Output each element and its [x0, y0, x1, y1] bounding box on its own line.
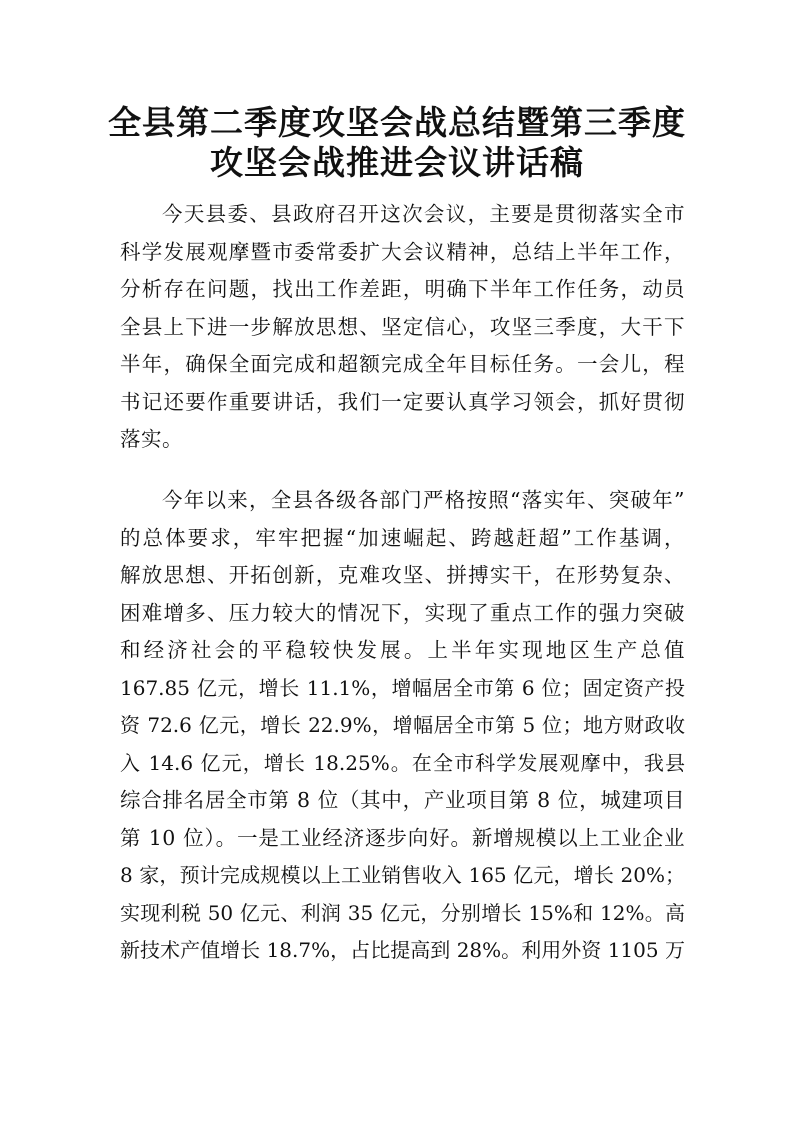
document-title-line-2: 攻坚会战推进会议讲话稿: [210, 143, 584, 182]
paragraph-line: 的总体要求，牢牢把握“加速崛起、跨越赶超”工作基调，: [120, 525, 685, 550]
paragraph-line: 今年以来，全县各级各部门严格按照“落实年、突破年”: [162, 488, 685, 512]
paragraph-line: 科学发展观摩暨市委常委扩大会议精神，总结上半年工作，: [120, 239, 685, 264]
paragraph-line: 分析存在问题，找出工作差距，明确下半年工作任务，动员: [120, 277, 685, 301]
paragraph-line: 书记还要作重要讲话，我们一定要认真学习领会，抓好贯彻: [120, 389, 685, 414]
paragraph-line: 全县上下进一步解放思想、坚定信心，攻坚三季度，大干下: [120, 314, 685, 339]
paragraph-2: [120, 482, 685, 970]
paragraph-line: 综合排名居全市第 8 位（其中，产业项目第 8 位，城建项目: [120, 788, 685, 812]
paragraph-line: 8 家，预计完成规模以上工业销售收入 165 亿元，增长 20%；: [120, 863, 685, 887]
paragraph-line: 今天县委、县政府召开这次会议，主要是贯彻落实全市: [162, 202, 685, 226]
paragraph-line: 困难增多、压力较大的情况下，实现了重点工作的强力突破: [120, 600, 685, 625]
paragraph-line: 新技术产值增长 18.7%，占比提高到 28%。利用外资 1105 万: [120, 938, 685, 962]
paragraph-line: 167.85 亿元，增长 11.1%，增幅居全市第 6 位；固定资产投: [120, 675, 685, 700]
paragraph-1: [120, 196, 685, 459]
paragraph-line: 入 14.6 亿元，增长 18.25%。在全市科学发展观摩中，我县: [120, 750, 685, 775]
paragraph-line: 半年，确保全面完成和超额完成全年目标任务。一会儿，程: [120, 352, 685, 376]
paragraph-line: 资 72.6 亿元，增长 22.9%，增幅居全市第 5 位；地方财政收: [120, 713, 685, 737]
paragraph-line: 实现利税 50 亿元、利润 35 亿元，分别增长 15%和 12%。高: [120, 900, 685, 925]
document-title-line-1: 全县第二季度攻坚会战总结暨第三季度: [108, 103, 686, 142]
paragraph-line: 落实。: [120, 427, 183, 451]
paragraph-line: 解放思想、开拓创新，克难攻坚、拼搏实干，在形势复杂、: [120, 563, 685, 587]
paragraph-line: 第 10 位）。一是工业经济逐步向好。新增规模以上工业企业: [120, 825, 685, 850]
paragraph-line: 和经济社会的平稳较快发展。上半年实现地区生产总值: [120, 638, 685, 662]
